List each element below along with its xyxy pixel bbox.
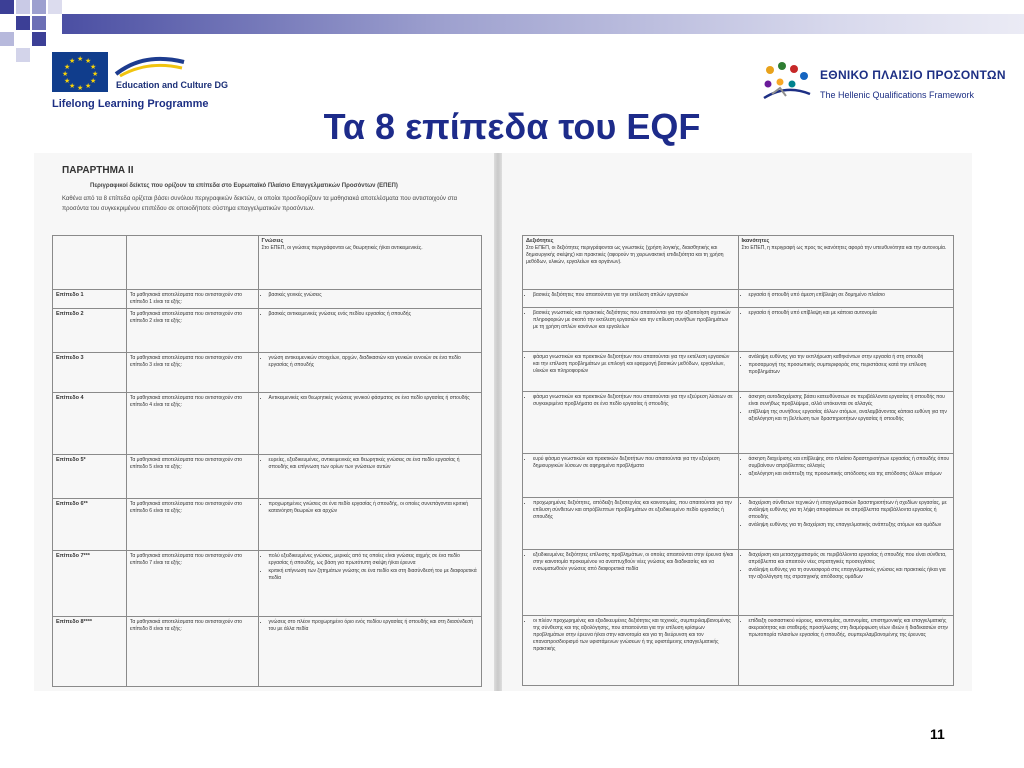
edu-culture-text: Education and Culture DG: [116, 80, 229, 90]
slide-title: Τα 8 επίπεδα του EQF: [323, 106, 701, 147]
competence-list: [742, 456, 951, 478]
competence-list: [742, 618, 951, 639]
competence-item: • διαχείριση και μετασχηματισμός σε περιβάλλοντα εργασίας ή σπουδής που είναι σύνθετα, απρόβλεπτα και απαιτούν νέες στρατηγικές προσεγγίσεις: [749, 552, 951, 566]
level-row: [523, 392, 954, 454]
level-outcome: Τα μαθησιακά αποτελέσματα που αντιστοιχούν στο επίπεδο 5 είναι τα εξής:: [129, 457, 243, 470]
annex-title: ΠΑΡΑΡΤΗΜΑ II: [62, 165, 134, 176]
knowledge-list: [262, 553, 478, 582]
level-row: [53, 393, 482, 455]
skills-list: [526, 456, 735, 470]
eu-llp-logo: [52, 52, 229, 112]
knowledge-item: • ευρείες, εξειδικευμένες, αντικειμενικές και θεωρητικές γνώσεις σε ένα πεδίο εργασίας ή σπουδής και επίγνωση των ορίων των γνώσεων αυτών: [269, 457, 478, 471]
competence-item: • εργασία ή σπουδή υπό άμεση επίβλεψη σε δομημένο πλαίσιο: [749, 292, 951, 299]
llp-text: Lifelong Learning Programme: [52, 98, 209, 110]
skills-list: [526, 310, 735, 331]
skills-list: [526, 552, 735, 573]
level-row: [53, 290, 482, 309]
level-row: [523, 308, 954, 352]
competence-list: [742, 500, 951, 529]
skills-list: [526, 618, 735, 653]
level-outcome: Τα μαθησιακά αποτελέσματα που αντιστοιχούν στο επίπεδο 4 είναι τα εξής:: [129, 395, 243, 408]
competence-list: [742, 292, 951, 299]
annex-intro: Καθένα από τα 8 επίπεδα ορίζεται βάσει συνόλου περιγραφικών δεικτών, οι οποίοι προσδιορίζουν τα μαθησιακά αποτελέσματα που αντιστοιχούν στα προσόντα του συγκεκριμένου επιπέδου σε οποιοδήποτε σύστημα επαγγελματικών προσόντων.: [62, 196, 458, 212]
competence-list: [742, 310, 951, 317]
knowledge-item: • προχωρημένες γνώσεις σε ένα πεδίο εργασίας ή σπουδής, οι οποίες συνεπάγονται κριτική κατανόηση θεωριών και αρχών: [269, 501, 478, 515]
knowledge-item: • κριτική επίγνωση των ζητημάτων γνώσης σε ένα πεδίο και στη διασύνδεσή του με διαφορετικά πεδία: [269, 568, 478, 582]
competence-item: • ανάληψη ευθύνης για την εκπλήρωση καθηκόντων στην εργασία ή στη σπουδή: [749, 354, 951, 361]
header-gradient-bar: [62, 14, 1024, 34]
competence-list: [742, 354, 951, 376]
level-row: [523, 290, 954, 308]
competence-item: • άσκηση αυτοδιαχείρισης βάσει κατευθύνσεων σε περιβάλλοντα εργασίας ή σπουδής που είναι συνήθως προβλέψιμα, αλλά υπόκεινται σε αλλαγές: [749, 394, 951, 408]
column-header-knowledge: Γνώσεις: [261, 238, 284, 244]
column-note-knowledge: Στο ΕΠΕΠ, οι γνώσεις περιγράφονται ως θεωρητικές ή/και αντικειμενικές.: [261, 245, 423, 251]
level-row: [53, 499, 482, 551]
knowledge-item: • βασικές γενικές γνώσεις: [269, 292, 478, 299]
level-outcome: Τα μαθησιακά αποτελέσματα που αντιστοιχούν στο επίπεδο 3 είναι τα εξής:: [129, 355, 243, 368]
education-swoosh-icon: [114, 54, 186, 78]
level-name: Επίπεδο 7***: [56, 553, 90, 559]
knowledge-item: • πολύ εξειδικευμένες γνώσεις, μερικές από τις οποίες είναι γνώσεις αιχμής σε ένα πεδίο εργασίας ή σπουδής, ως βάση για πρωτότυπη σκέψη ή/και έρευνα: [269, 553, 478, 567]
document-page-right: [502, 153, 972, 691]
knowledge-list: [262, 501, 478, 515]
level-row: [53, 309, 482, 353]
level-name: Επίπεδο 1: [56, 292, 84, 298]
level-name: Επίπεδο 4: [56, 395, 84, 401]
skills-list: [526, 354, 735, 375]
level-name: Επίπεδο 6**: [56, 501, 88, 507]
hqf-emblem-icon: [760, 60, 814, 102]
column-header-skills: Δεξιότητες: [526, 238, 554, 244]
knowledge-list: [262, 457, 478, 471]
level-row: [523, 550, 954, 616]
level-name: Επίπεδο 2: [56, 311, 84, 317]
table-header-row: [53, 236, 482, 290]
level-row: [53, 617, 482, 687]
competence-item: • αξιολόγηση και ανάπτυξη της προσωπικής απόδοσης και της απόδοσης άλλων ατόμων: [749, 471, 951, 478]
knowledge-item: • γνώσεις στο πλέον προχωρημένο όριο ενός πεδίου εργασίας ή σπουδής και στη διασύνδεσή του με άλλα πεδία: [269, 619, 478, 633]
knowledge-list: [262, 395, 478, 402]
knowledge-list: [262, 355, 478, 369]
hqf-subtitle: The Hellenic Qualifications Framework: [820, 90, 975, 100]
column-note-competence: Στο ΕΠΕΠ, η περιγραφή ως προς τις ικανότητες αφορά την υπευθυνότητα και την αυτονομία.: [741, 245, 947, 251]
eu-flag-icon: ★ ★ ★ ★ ★ ★ ★ ★ ★ ★ ★ ★: [52, 52, 108, 92]
skills-item: • οι πλέον προχωρημένες και εξειδικευμένες δεξιότητες και τεχνικές, συμπεριλαμβανομένης της σύνθεσης και της αξιολόγησης, που απαιτούνται για την επίλυση κρίσιμων προβλημάτων στην έρευνα ή/και στην καινοτομία και για τη διεύρυνση και τον επαναπροσδιορισμό των υφιστάμενων γνώσεων ή της υφιστάμενης επαγγελματικής πρακτικής: [533, 618, 735, 653]
level-name: Επίπεδο 8****: [56, 619, 93, 625]
knowledge-list: [262, 292, 478, 299]
document-page-left: [34, 153, 494, 691]
competence-item: • ανάληψη ευθύνης για τη διαχείριση της επαγγελματικής ανάπτυξης ατόμων και ομάδων: [749, 522, 951, 529]
level-name: Επίπεδο 5*: [56, 457, 86, 463]
skills-item: • βασικές δεξιότητες που απαιτούνται για την εκτέλεση απλών εργασιών: [533, 292, 735, 299]
skills-item: • εξειδικευμένες δεξιότητες επίλυσης προβλημάτων, οι οποίες απαιτούνται στην έρευνα ή/και στην καινοτομία προκειμένου να αναπτυχθούν νέες γνώσεις και διαδικασίες και να ενσωματωθούν γνώσεις από διαφορετικά πεδία: [533, 552, 735, 573]
skills-item: • ευρύ φάσμα γνωστικών και πρακτικών δεξιοτήτων που απαιτούνται για την εξεύρεση δημιουργικών λύσεων σε αφηρημένα προβλήματα: [533, 456, 735, 470]
competence-item: • διαχείριση σύνθετων τεχνικών ή επαγγελματικών δραστηριοτήτων ή σχεδίων εργασίας, με ανάληψη ευθύνης για τη λήψη αποφάσεων σε απρόβλεπτα περιβάλλοντα εργασίας ή σπουδής: [749, 500, 951, 521]
skills-list: [526, 292, 735, 299]
level-row: [523, 352, 954, 392]
table-header-row: [523, 236, 954, 290]
level-row: [523, 454, 954, 498]
knowledge-item: • γνώση αντικειμενικών στοιχείων, αρχών, διαδικασιών και γενικών εννοιών σε ένα πεδίο εργασίας ή σπουδής: [269, 355, 478, 369]
annex-subtitle: Περιγραφικοί δείκτες που ορίζουν τα επίπεδα στο Ευρωπαϊκό Πλαίσιο Επαγγελματικών Προσόντων (ΕΠΕΠ): [90, 183, 398, 189]
competence-item: • εργασία ή σπουδή υπό επίβλεψη και με κάποια αυτονομία: [749, 310, 951, 317]
level-outcome: Τα μαθησιακά αποτελέσματα που αντιστοιχούν στο επίπεδο 1 είναι τα εξής:: [129, 292, 243, 305]
skills-list: [526, 500, 735, 521]
competence-item: • επίδειξη ουσιαστικού κύρους, καινοτομίας, αυτονομίας, επιστημονικής και επαγγελματικής ακεραιότητας και σταθερής προσήλωσης στη διαμόρφωση νέων ιδεών ή διαδικασιών στην πρωτοπορία πλαισίων εργασίας ή σπουδής, συμπεριλαμβανομένης της έρευνας: [749, 618, 951, 639]
level-name: Επίπεδο 3: [56, 355, 84, 361]
level-row: [53, 455, 482, 499]
slide-number: 11: [930, 726, 945, 742]
competence-list: [742, 394, 951, 423]
skills-item: • προχωρημένες δεξιότητες, απόδειξη δεξιοτεχνίας και καινοτομίας, που απαιτούνται για την επίλυση σύνθετων και απρόβλεπτων προβλημάτων σε εξειδικευμένο πεδίο εργασίας ή σπουδής: [533, 500, 735, 521]
level-outcome: Τα μαθησιακά αποτελέσματα που αντιστοιχούν στο επίπεδο 6 είναι τα εξής:: [129, 501, 243, 514]
competence-item: • ανάληψη ευθύνης για τη συνεισφορά στις επαγγελματικές γνώσεις και πρακτικές ή/και για την αξιολόγηση της στρατηγικής απόδοσης ομάδων: [749, 567, 951, 581]
level-row: [53, 551, 482, 617]
competence-item: • άσκηση διαχείρισης και επίβλεψης στο πλαίσιο δραστηριοτήτων εργασίας ή σπουδής όπου συμβαίνουν απρόβλεπτες αλλαγές: [749, 456, 951, 470]
knowledge-item: • Αντικειμενικές και θεωρητικές γνώσεις γενικού φάσματος σε ένα πεδίο εργασίας ή σπουδής: [269, 395, 478, 402]
column-note-skills: Στο ΕΠΕΠ, οι δεξιότητες περιγράφονται ως γνωστικές (χρήση λογικής, διαισθητικής και δημιουργικής σκέψης) και πρακτικές (αφορούν τη χειρωνακτική επιδεξιότητα και τη χρήση μεθόδων, υλικών, εργαλείων και οργάνων).: [526, 245, 724, 265]
knowledge-item: • βασικές αντικειμενικές γνώσεις ενός πεδίου εργασίας ή σπουδής: [269, 311, 478, 318]
competence-list: [742, 552, 951, 581]
skills-item: • φάσμα γνωστικών και πρακτικών δεξιοτήτων που απαιτούνται για την εκτέλεση εργασιών και την επίλυση προβλημάτων με επιλογή και εφαρμογή βασικών μεθόδων, εργαλείων, υλικών και πληροφοριών: [533, 354, 735, 375]
hqf-logo: [760, 60, 1006, 108]
level-row: [53, 353, 482, 393]
competence-item: • προσαρμογή της προσωπικής συμπεριφοράς στις περιστάσεις κατά την επίλυση προβλημάτων: [749, 362, 951, 376]
level-row: [523, 498, 954, 550]
knowledge-list: [262, 619, 478, 633]
level-outcome: Τα μαθησιακά αποτελέσματα που αντιστοιχούν στο επίπεδο 8 είναι τα εξής:: [129, 619, 243, 632]
level-outcome: Τα μαθησιακά αποτελέσματα που αντιστοιχούν στο επίπεδο 2 είναι τα εξής:: [129, 311, 243, 324]
level-outcome: Τα μαθησιακά αποτελέσματα που αντιστοιχούν στο επίπεδο 7 είναι τα εξής:: [129, 553, 243, 566]
page-gutter: [494, 153, 502, 691]
skills-list: [526, 394, 735, 408]
skills-item: • φάσμα γνωστικών και πρακτικών δεξιοτήτων που απαιτούνται για την εξεύρεση λύσεων σε συγκεκριμένα προβλήματα σε ένα πεδίο εργασίας ή σπουδής: [533, 394, 735, 408]
hqf-title: ΕΘΝΙΚΟ ΠΛΑΙΣΙΟ ΠΡΟΣΟΝΤΩΝ: [820, 68, 1006, 82]
eqf-table-left: [52, 235, 482, 687]
level-row: [523, 616, 954, 686]
eqf-table-right: [522, 235, 954, 686]
competence-item: • επίβλεψη της συνήθους εργασίας άλλων ατόμων, αναλαμβάνοντας κάποια ευθύνη για την αξιολόγηση και τη βελτίωση των δραστηριοτήτων εργασίας ή σπουδής: [749, 409, 951, 423]
column-header-competence: Ικανότητες: [741, 238, 770, 244]
scanned-document: [34, 153, 972, 691]
knowledge-list: [262, 311, 478, 318]
skills-item: • βασικές γνωστικές και πρακτικές δεξιότητες που απαιτούνται για την αξιοποίηση σχετικών πληροφοριών με σκοπό την εκτέλεση εργασιών και την επίλυση συνήθων προβλημάτων με τη χρήση απλών κανόνων και εργαλείων: [533, 310, 735, 331]
